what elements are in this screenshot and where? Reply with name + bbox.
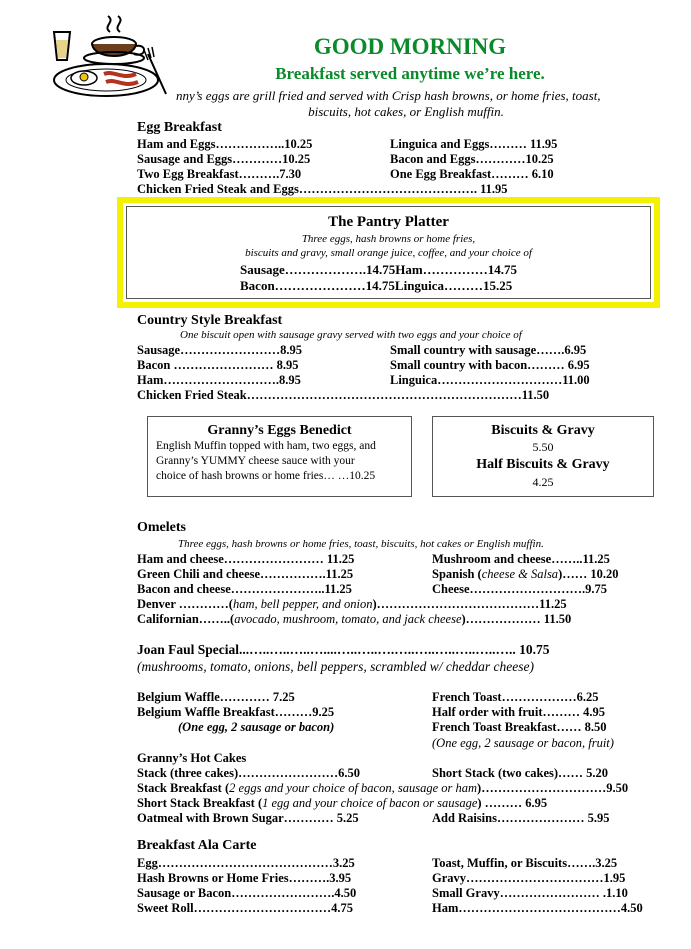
californian-price: )……………… 11.50 [461, 612, 572, 626]
egg-breakfast-heading: Egg Breakfast [137, 120, 222, 135]
stack-breakfast-label: Stack Breakfast ( [137, 781, 230, 795]
waffle-note: (One egg, 2 sausage or bacon) [178, 720, 335, 734]
intro-line-1: nny’s eggs are grill fried and served with Crisp hash browns, or home fries, toast, [176, 88, 601, 103]
short-stack-breakfast-label: Short Stack Breakfast ( [137, 796, 263, 810]
menu-item: Half order with fruit……… 4.95 [432, 705, 606, 719]
menu-item: Toast, Muffin, or Biscuits…….3.25 [432, 856, 618, 870]
menu-item: Bacon and Eggs…………10.25 [390, 152, 554, 166]
menu-item: Add Raisins………………… 5.95 [432, 811, 610, 825]
pantry-platter-row: Sausage……………….14.75Ham……………14.75 [240, 262, 517, 277]
californian-label: Californian……..( [137, 612, 235, 626]
menu-item: Linguica…………………………11.00 [390, 373, 590, 387]
country-style-desc: One biscuit open with sausage gravy served with two eggs and your choice of [180, 329, 522, 341]
denver-label: Denver …………( [137, 597, 233, 611]
menu-item: Belgium Waffle………… 7.25 [137, 690, 295, 704]
joan-faul-special: Joan Faul Special...…..…..…..…....…..…..….…..…..…..…..…..….. 10.75 [137, 642, 550, 657]
menu-item: Bacon …………………… 8.95 [137, 358, 299, 372]
country-style-heading: Country Style Breakfast [137, 313, 283, 328]
menu-item: Small country with bacon……… 6.95 [390, 358, 590, 372]
menu-item: Oatmeal with Brown Sugar………… 5.25 [137, 811, 359, 825]
omelets-heading: Omelets [137, 520, 186, 535]
menu-item: Ham……………………….8.95 [137, 373, 301, 387]
spanish-label: Spanish ( [432, 567, 482, 581]
short-stack-breakfast-desc: 1 egg and your choice of bacon or sausage [262, 796, 478, 810]
menu-item: Sausage and Eggs…………10.25 [137, 152, 311, 166]
breakfast-plate-clipart [44, 14, 174, 100]
ala-carte-heading: Breakfast Ala Carte [137, 838, 257, 853]
menu-item: Chicken Fried Steak…………………………………………………………11.50 [137, 388, 550, 402]
menu-item: One Egg Breakfast……… 6.10 [390, 167, 554, 181]
pantry-platter-title: The Pantry Platter [328, 214, 449, 230]
menu-item: Ham…………………………………4.50 [432, 901, 643, 915]
menu-item: Small Gravy…………………… .1.10 [432, 886, 628, 900]
page-title: GOOD MORNING [313, 34, 507, 59]
spanish-filling: cheese & Salsa [481, 567, 559, 581]
menu-item: Ham and cheese…………………… 11.25 [137, 552, 355, 566]
menu-item: Ham and Eggs……………..10.25 [137, 137, 313, 151]
menu-item [137, 597, 567, 612]
menu-item [137, 781, 628, 796]
half-biscuits-gravy-price: 4.25 [532, 475, 554, 489]
pantry-platter-row: Bacon…………………14.75Linguica………15.25 [240, 278, 513, 293]
menu-item: Hash Browns or Home Fries……….3.95 [137, 871, 352, 885]
menu-item: Chicken Fried Steak and Eggs……………………………………. 11.95 [137, 182, 508, 196]
short-stack-breakfast-price: ) ……… 6.95 [477, 796, 548, 810]
menu-item: French Toast………………6.25 [432, 690, 599, 704]
biscuits-gravy-price: 5.50 [532, 440, 554, 454]
denver-filling: ham, bell pepper, and onion [232, 597, 373, 611]
menu-item: Small country with sausage…….6.95 [390, 343, 587, 357]
menu-item: Egg……………………………………3.25 [137, 856, 355, 870]
spanish-price: )…… 10.20 [558, 567, 619, 581]
menu-item: Sweet Roll……………………………4.75 [137, 901, 353, 915]
menu-item [137, 612, 571, 627]
eggs-benedict-desc: choice of hash browns or home fries… …10.25 [156, 470, 376, 482]
stack-breakfast-desc: 2 eggs and your choice of bacon, sausage or ham [229, 781, 478, 795]
menu-item: Two Egg Breakfast……….7.30 [137, 167, 302, 181]
menu-item: Gravy……………………………1.95 [432, 871, 626, 885]
menu-item: French Toast Breakfast…… 8.50 [432, 720, 607, 734]
menu-item: Mushroom and cheese……..11.25 [432, 552, 610, 566]
french-toast-note: (One egg, 2 sausage or bacon, fruit) [432, 736, 614, 750]
menu-item: Bacon and cheese…………………..11.25 [137, 582, 352, 596]
menu-item: Belgium Waffle Breakfast………9.25 [137, 705, 335, 719]
eggs-benedict-desc: English Muffin topped with ham, two eggs, and [156, 440, 376, 452]
menu-item: Linguica and Eggs……… 11.95 [390, 137, 558, 151]
menu-item: Cheese……………………….9.75 [432, 582, 607, 596]
omelets-desc: Three eggs, hash browns or home fries, toast, biscuits, hot cakes or English muffin. [178, 538, 544, 550]
pantry-platter-desc: biscuits and gravy, small orange juice, coffee, and your choice of [245, 247, 532, 259]
biscuits-gravy-title: Biscuits & Gravy [491, 423, 595, 438]
hot-cakes-heading: Granny’s Hot Cakes [137, 751, 247, 765]
eggs-benedict-desc: Granny’s YUMMY cheese sauce with your [156, 455, 355, 467]
menu-item: Green Chili and cheese…………….11.25 [137, 567, 354, 581]
eggs-benedict-title: Granny’s Eggs Benedict [207, 423, 352, 438]
menu-item [432, 567, 618, 582]
menu-item [137, 796, 547, 811]
joan-faul-desc: (mushrooms, tomato, onions, bell peppers, scrambled w/ cheddar cheese) [137, 659, 534, 674]
menu-item: Short Stack (two cakes)…… 5.20 [432, 766, 609, 780]
half-biscuits-gravy-title: Half Biscuits & Gravy [476, 457, 610, 472]
menu-item: Sausage or Bacon…………………….4.50 [137, 886, 357, 900]
pantry-platter-desc: Three eggs, hash browns or home fries, [301, 233, 476, 245]
stack-breakfast-price: )…………………………9.50 [477, 781, 629, 795]
page-subtitle: Breakfast served anytime we’re here. [275, 64, 545, 83]
menu-item: Stack (three cakes)……………………6.50 [137, 766, 361, 780]
menu-item: Sausage……………………8.95 [137, 343, 302, 357]
denver-price: )…………………………………11.25 [372, 597, 567, 611]
californian-filling: avocado, mushroom, tomato, and jack cheese [234, 612, 462, 626]
intro-line-2: biscuits, hot cakes, or English muffin. [308, 104, 504, 119]
